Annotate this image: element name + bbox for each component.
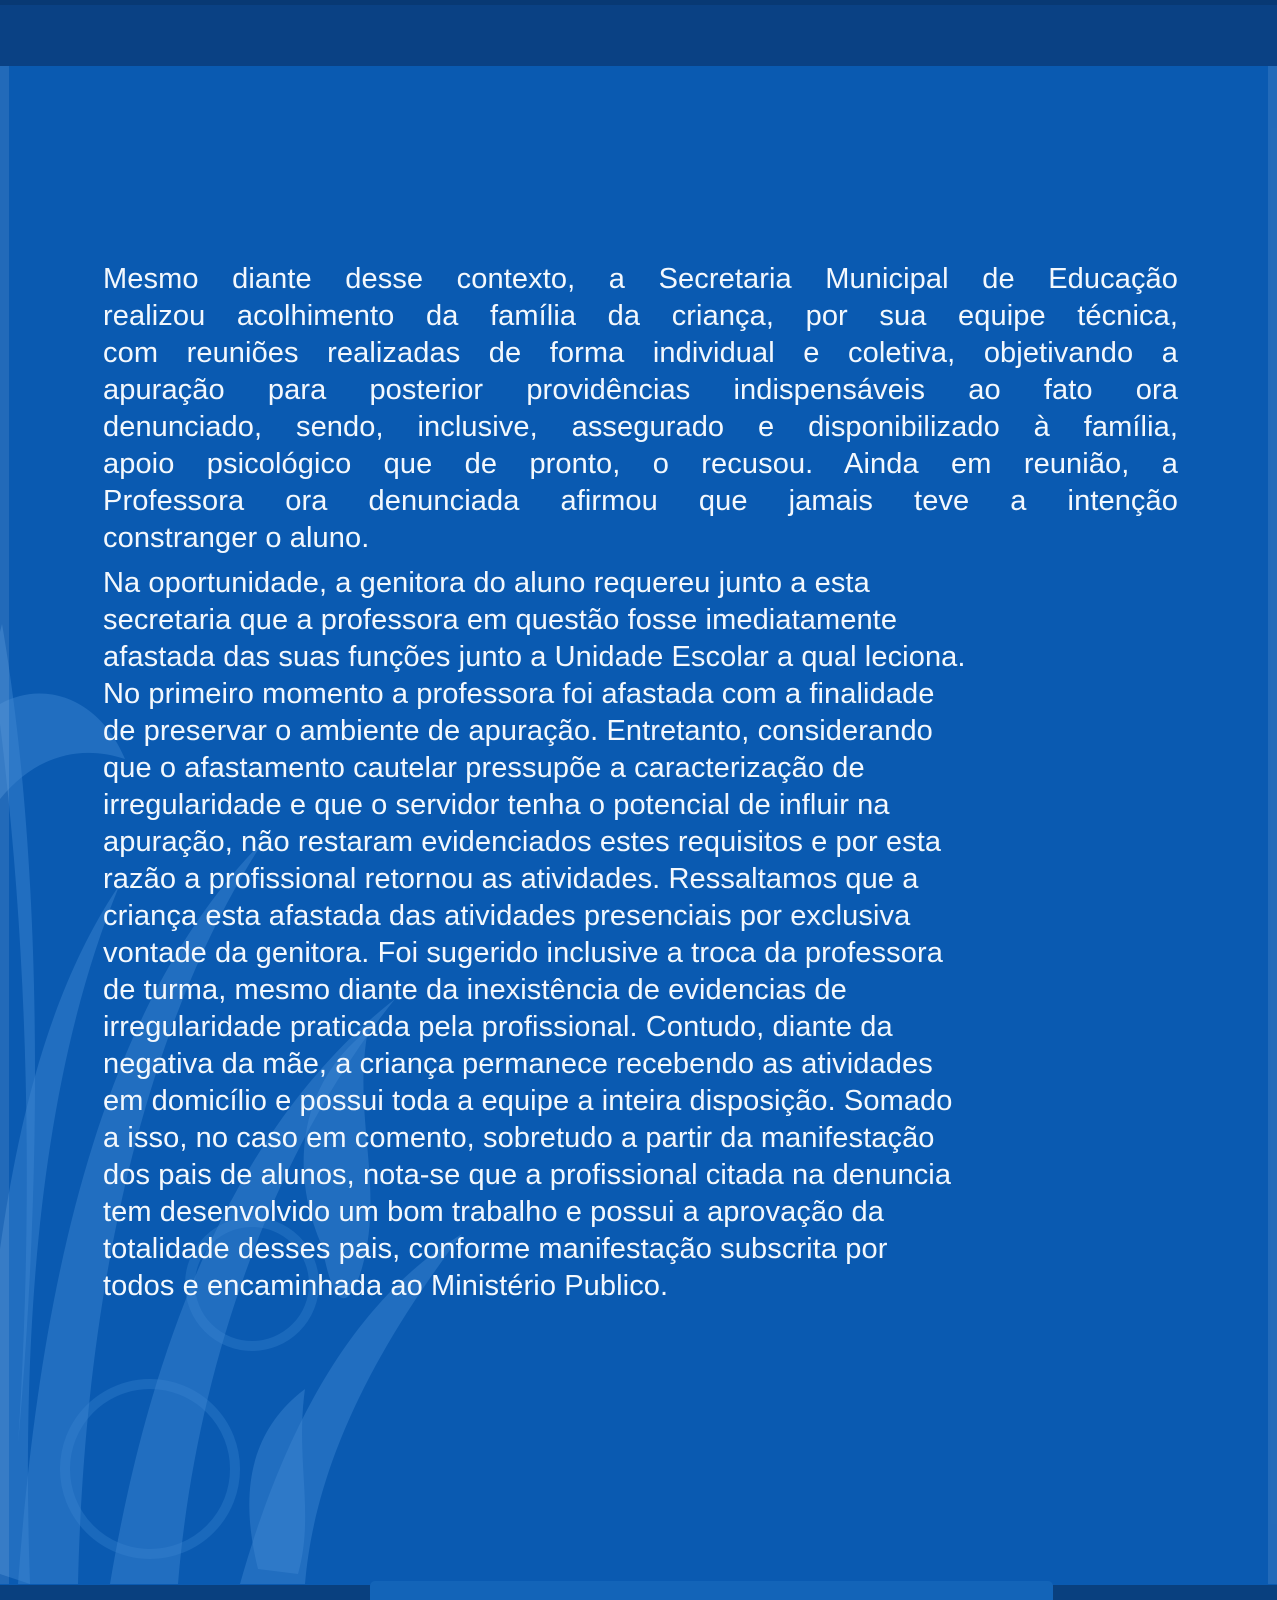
text-line: irregularidade e que o servidor tenha o potencial de influir na [103, 789, 890, 821]
text-line: afastada das suas funções junto a Unidade Escolar a qual leciona. [103, 641, 966, 673]
letter-body [103, 261, 1178, 1305]
text-line: apuração, não restaram evidenciados estes requisitos e por esta [103, 826, 942, 858]
text-line: dos pais de alunos, nota-se que a profissional citada na denuncia [103, 1159, 952, 1191]
footer-segment-right [1053, 1585, 1277, 1600]
text-line: secretaria que a professora em questão fosse imediatamente [103, 604, 898, 636]
text-line: a isso, no caso em comento, sobretudo a partir da manifestação [103, 1122, 935, 1154]
text-line: apoio psicológico que de pronto, o recusou. Ainda em reunião, a [103, 448, 1178, 480]
text-line: criança esta afastada das atividades presenciais por exclusiva [103, 900, 911, 932]
text-line: tem desenvolvido um bom trabalho e possui a aprovação da [103, 1196, 885, 1228]
text-line: irregularidade praticada pela profissional. Contudo, diante da [103, 1011, 893, 1043]
text-line: com reuniões realizadas de forma individual e coletiva, objetivando a [103, 337, 1178, 369]
left-edge-highlight [0, 66, 9, 1584]
text-line: Professora ora denunciada afirmou que jamais teve a intenção [103, 485, 1178, 517]
right-edge-highlight [1268, 66, 1277, 1584]
footer-segment-middle [370, 1581, 1053, 1600]
text-line: totalidade desses pais, conforme manifestação subscrita por [103, 1233, 888, 1265]
text-line: negativa da mãe, a criança permanece recebendo as atividades [103, 1048, 933, 1080]
text-line: de preservar o ambiente de apuração. Entretanto, considerando [103, 715, 933, 747]
text-line: em domicílio e possui toda a equipe a inteira disposição. Somado [103, 1085, 953, 1117]
text-line: No primeiro momento a professora foi afastada com a finalidade [103, 678, 935, 710]
text-line: todos e encaminhada ao Ministério Publico. [103, 1270, 669, 1302]
paragraph-left [103, 565, 1178, 1305]
text-line: razão a profissional retornou as atividades. Ressaltamos que a [103, 863, 919, 895]
paragraph-justified [103, 261, 1178, 557]
header-band [0, 0, 1277, 66]
footer-bar [0, 1581, 1277, 1600]
text-line: vontade da genitora. Foi sugerido inclusive a troca da professora [103, 937, 943, 969]
text-line: constranger o aluno. [103, 522, 370, 554]
text-line: de turma, mesmo diante da inexistência de evidencias de [103, 974, 847, 1006]
text-line: Na oportunidade, a genitora do aluno requereu junto a esta [103, 567, 870, 599]
text-line: realizou acolhimento da família da criança, por sua equipe técnica, [103, 300, 1178, 332]
text-line: Mesmo diante desse contexto, a Secretaria Municipal de Educação [103, 263, 1178, 295]
text-line: apuração para posterior providências indispensáveis ao fato ora [103, 374, 1178, 406]
text-line: denunciado, sendo, inclusive, assegurado e disponibilizado à família, [103, 411, 1178, 443]
footer-segment-left [0, 1585, 370, 1600]
text-line: que o afastamento cautelar pressupõe a caracterização de [103, 752, 865, 784]
